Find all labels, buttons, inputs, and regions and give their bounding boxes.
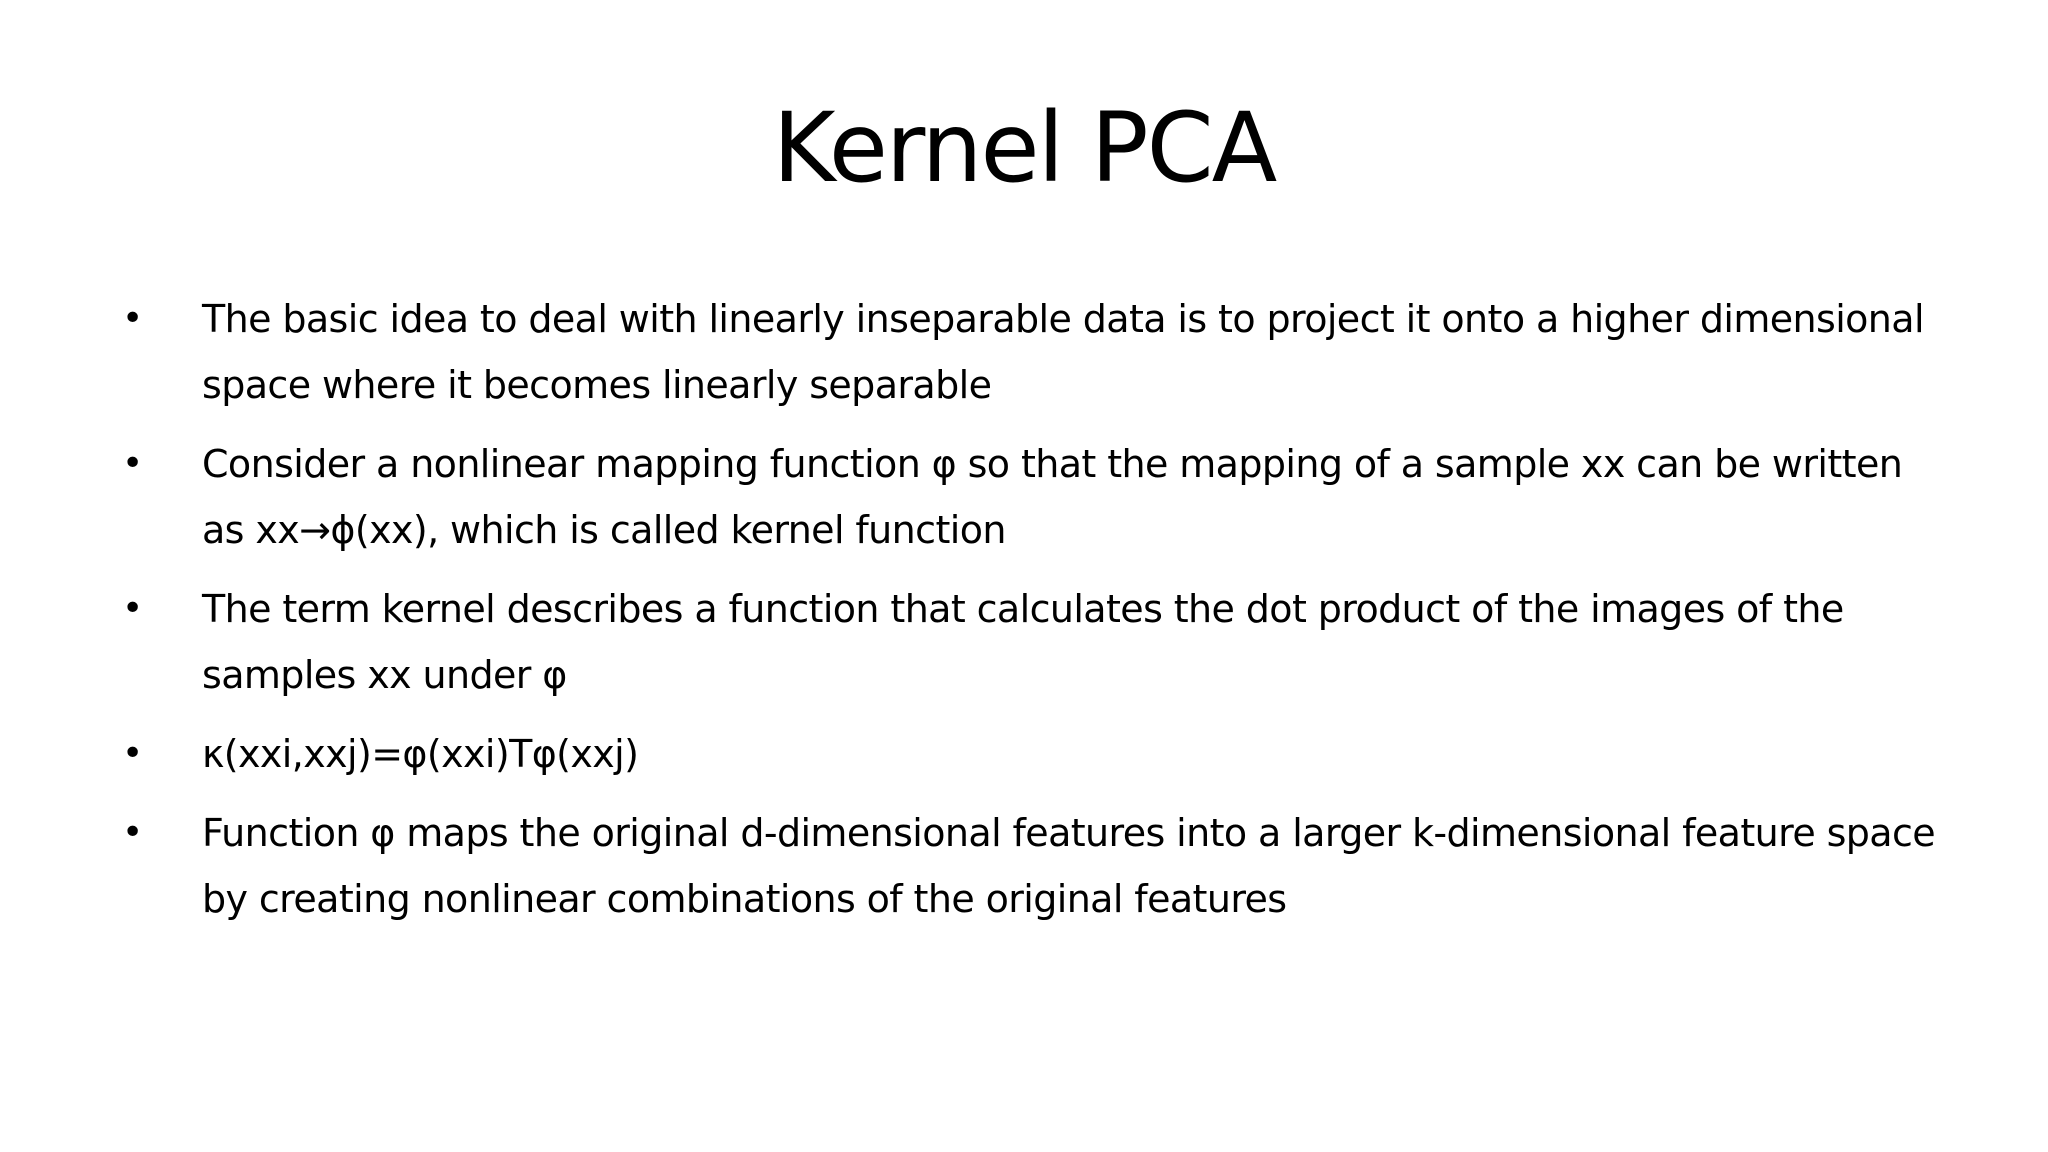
- bullet-text-4: κ(xxi,xxj)=φ(xxi)Tφ(xxj): [202, 732, 639, 776]
- bullet-list: [118, 286, 1948, 932]
- bullet-icon: •: [122, 812, 143, 853]
- bullet-item-2: [118, 431, 1948, 563]
- bullet-text-3: The term kernel describes a function that calculates the dot product of the images of the samples xx under φ: [202, 587, 1844, 697]
- bullet-icon: •: [122, 588, 143, 629]
- slide-title: Kernel PCA: [772, 92, 1276, 204]
- bullet-item-3: [118, 576, 1948, 708]
- bullet-text-2: Consider a nonlinear mapping function φ so that the mapping of a sample xx can be written as xx→ϕ(xx), which is called kernel function: [202, 442, 1903, 552]
- bullet-item-5: [118, 800, 1948, 932]
- bullet-icon: •: [122, 298, 143, 339]
- bullet-icon: •: [122, 443, 143, 484]
- bullet-text-5: Function φ maps the original d-dimensional features into a larger k-dimensional feature space by creating nonlinear combinations of the original features: [202, 811, 1936, 921]
- bullet-item-4: [118, 721, 1948, 787]
- bullet-icon: •: [122, 733, 143, 774]
- bullet-item-1: [118, 286, 1948, 418]
- bullet-text-1: The basic idea to deal with linearly inseparable data is to project it onto a higher dimensional space where it becomes linearly separable: [202, 297, 1924, 407]
